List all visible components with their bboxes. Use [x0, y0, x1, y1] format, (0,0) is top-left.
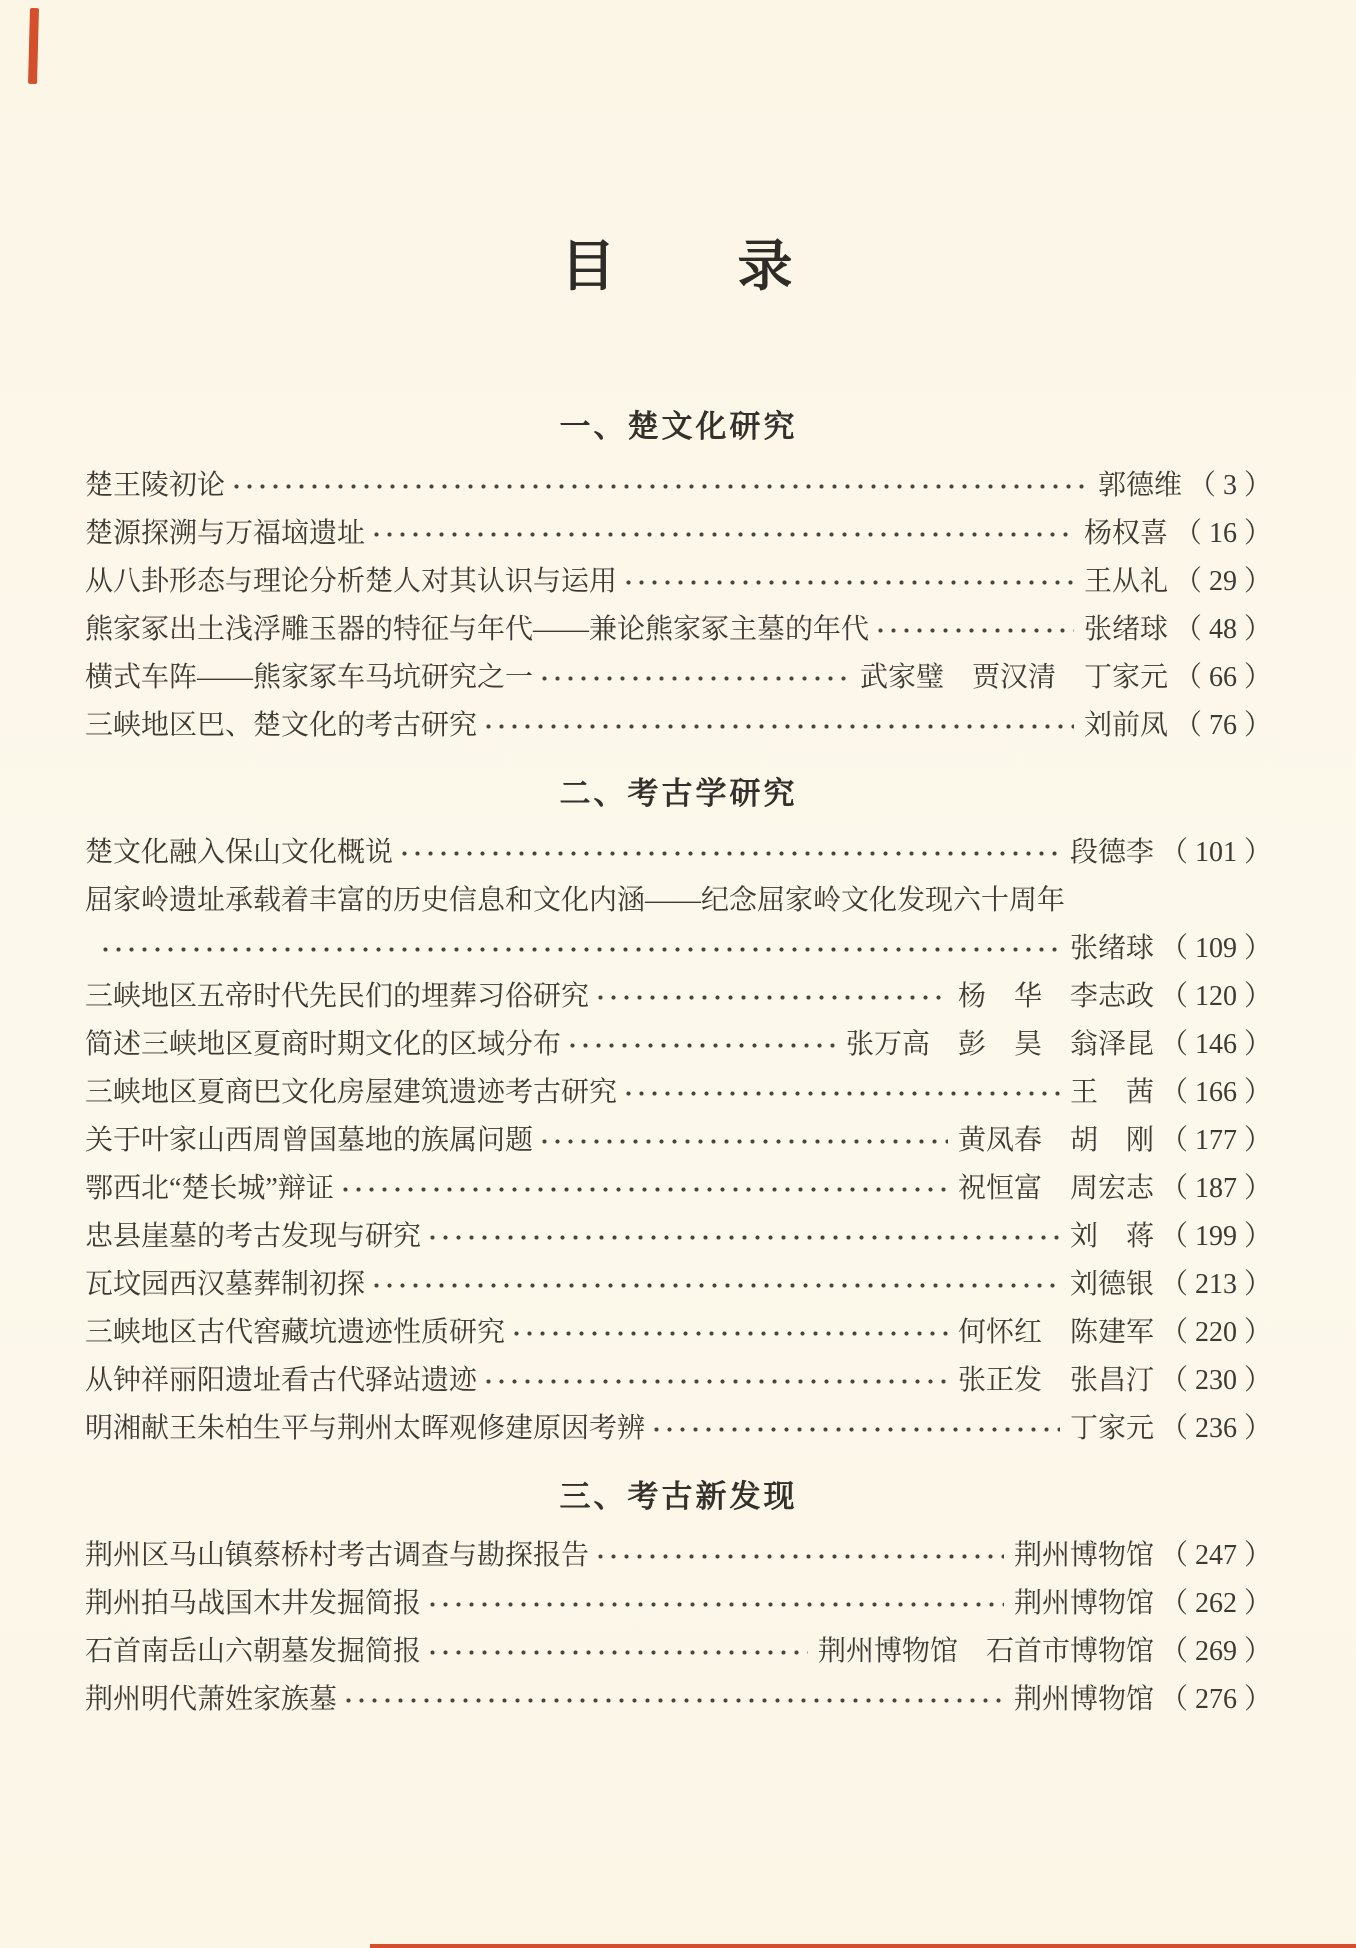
dot-leader — [874, 606, 1074, 654]
dot-leader — [482, 702, 1074, 750]
entry-authors: 杨 华 李志政 — [957, 981, 1154, 1012]
dot-leader — [370, 510, 1074, 558]
page-title: 目 录 — [560, 236, 797, 297]
entry-authors: 何怀红 陈建军 — [957, 1317, 1154, 1348]
entry-title: 荆州区马山镇蔡桥村考古调查与勘探报告 — [85, 1540, 590, 1571]
entry-authors: 王从礼 — [1083, 566, 1168, 597]
entry-title: 从八卦形态与理论分析楚人对其认识与运用 — [85, 566, 618, 597]
toc-entry — [85, 1580, 1272, 1628]
entry-page-number: （ 29 ） — [1173, 566, 1272, 597]
dot-leader — [538, 654, 850, 702]
dot-leader — [622, 1069, 1060, 1117]
entry-authors: 荆州博物馆 — [1013, 1540, 1154, 1571]
entry-authors: 王 茜 — [1069, 1077, 1154, 1108]
entry-authors: 荆州博物馆 — [1013, 1588, 1154, 1619]
dot-leader — [230, 462, 1088, 510]
toc-entry — [85, 1309, 1272, 1357]
entry-page-number: （ 146 ） — [1159, 1029, 1272, 1060]
entry-title: 简述三峡地区夏商时期文化的区域分布 — [85, 1029, 562, 1060]
toc-entry — [85, 1165, 1272, 1213]
toc-entry-title-line — [85, 877, 1272, 925]
dot-leader — [482, 1357, 948, 1405]
entry-authors: 祝恒富 周宏志 — [957, 1173, 1154, 1204]
entry-page-number: （ 101 ） — [1159, 837, 1272, 868]
toc-entry — [85, 1676, 1272, 1724]
entry-page-number: （ 247 ） — [1159, 1540, 1272, 1571]
entry-page-number: （ 109 ） — [1159, 933, 1272, 964]
entry-title: 明湘献王朱柏生平与荆州太晖观修建原因考辨 — [85, 1413, 646, 1444]
entry-page-number: （ 120 ） — [1159, 981, 1272, 1012]
entry-page-number: （ 262 ） — [1159, 1588, 1272, 1619]
entry-title: 从钟祥丽阳遗址看古代驿站遗迹 — [85, 1365, 478, 1396]
entry-title: 三峡地区夏商巴文化房屋建筑遗迹考古研究 — [85, 1077, 618, 1108]
entry-authors: 刘德银 — [1069, 1269, 1154, 1300]
entry-title: 屈家岭遗址承载着丰富的历史信息和文化内涵——纪念屈家岭文化发现六十周年 — [85, 885, 1066, 916]
entry-page-number: （ 177 ） — [1159, 1125, 1272, 1156]
dot-leader — [510, 1309, 948, 1357]
entry-authors: 刘 蒋 — [1069, 1221, 1154, 1252]
entry-authors: 郭德维 — [1097, 470, 1182, 501]
entry-title: 楚源探溯与万福垴遗址 — [85, 518, 366, 549]
entry-title: 鄂西北“楚长城”辩证 — [85, 1173, 334, 1204]
dot-leader — [566, 1021, 836, 1069]
toc-entry — [85, 1261, 1272, 1309]
entry-authors: 刘前凤 — [1083, 710, 1168, 741]
toc-entry — [85, 654, 1272, 702]
entry-authors: 丁家元 — [1069, 1413, 1154, 1444]
entry-page-number: （ 76 ） — [1173, 710, 1272, 741]
entry-title: 荆州拍马战国木井发掘简报 — [85, 1588, 422, 1619]
toc-entry — [85, 829, 1272, 877]
entry-authors: 黄凤春 胡 刚 — [957, 1125, 1154, 1156]
entry-page-number: （ 166 ） — [1159, 1077, 1272, 1108]
dot-leader — [426, 1628, 808, 1676]
entry-title: 忠县崖墓的考古发现与研究 — [85, 1221, 422, 1252]
entry-page-number: （ 48 ） — [1173, 614, 1272, 645]
section-heading-1: 一、楚文化研究 — [559, 409, 798, 444]
entry-title: 横式车阵——熊家冢车马坑研究之一 — [85, 662, 534, 693]
entry-page-number: （ 66 ） — [1173, 662, 1272, 693]
entry-page-number: （ 220 ） — [1159, 1317, 1272, 1348]
entry-authors: 张绪球 — [1069, 933, 1154, 964]
entry-authors: 武家璧 贾汉清 丁家元 — [859, 662, 1168, 693]
entry-title: 三峡地区巴、楚文化的考古研究 — [85, 710, 478, 741]
book-cover-edge-mark-topleft — [28, 8, 39, 84]
toc-entry — [85, 1021, 1272, 1069]
entry-title: 楚王陵初论 — [85, 470, 226, 501]
toc-entry — [85, 1405, 1272, 1453]
entry-title: 三峡地区古代窖藏坑遗迹性质研究 — [85, 1317, 506, 1348]
section-3-entries — [85, 1532, 1272, 1724]
dot-leader — [370, 1261, 1060, 1309]
dot-leader — [339, 1165, 948, 1213]
entry-page-number: （ 230 ） — [1159, 1365, 1272, 1396]
toc-entry — [85, 462, 1272, 510]
dot-leader — [99, 925, 1060, 973]
entry-page-number: （ 16 ） — [1173, 518, 1272, 549]
entry-authors: 张正发 张昌汀 — [957, 1365, 1154, 1396]
toc-entry — [85, 1357, 1272, 1405]
entry-authors: 段德李 — [1069, 837, 1154, 868]
entry-page-number: （ 187 ） — [1159, 1173, 1272, 1204]
entry-authors: 荆州博物馆 — [1013, 1684, 1154, 1715]
entry-page-number: （ 269 ） — [1159, 1636, 1272, 1667]
dot-leader — [426, 1213, 1060, 1261]
entry-authors: 荆州博物馆 石首市博物馆 — [817, 1636, 1154, 1667]
dot-leader — [342, 1676, 1004, 1724]
toc-entry — [85, 1117, 1272, 1165]
entry-title: 石首南岳山六朝墓发掘简报 — [85, 1636, 422, 1667]
entry-title: 三峡地区五帝时代先民们的埋葬习俗研究 — [85, 981, 590, 1012]
toc-content — [85, 0, 1272, 1724]
toc-entry — [85, 1069, 1272, 1117]
section-2-entries — [85, 829, 1272, 1453]
entry-title: 熊家冢出土浅浮雕玉器的特征与年代——兼论熊家冢主墓的年代 — [85, 614, 870, 645]
toc-entry — [85, 558, 1272, 606]
entry-authors: 张万高 彭 昊 翁泽昆 — [845, 1029, 1154, 1060]
entry-title: 荆州明代萧姓家族墓 — [85, 1684, 338, 1715]
entry-page-number: （ 213 ） — [1159, 1269, 1272, 1300]
entry-authors: 杨权喜 — [1083, 518, 1168, 549]
toc-entry — [85, 1213, 1272, 1261]
dot-leader — [622, 558, 1074, 606]
dot-leader — [594, 1532, 1004, 1580]
entry-page-number: （ 236 ） — [1159, 1413, 1272, 1444]
dot-leader — [594, 973, 948, 1021]
toc-entry — [85, 606, 1272, 654]
section-heading-2: 二、考古学研究 — [559, 776, 798, 811]
entry-title: 楚文化融入保山文化概说 — [85, 837, 394, 868]
section-heading-3: 三、考古新发现 — [559, 1479, 798, 1514]
dot-leader — [426, 1580, 1004, 1628]
toc-entry — [85, 1532, 1272, 1580]
toc-entry — [85, 1628, 1272, 1676]
entry-title: 瓦坟园西汉墓葬制初探 — [85, 1269, 366, 1300]
dot-leader — [538, 1117, 948, 1165]
book-cover-edge-mark-bottom — [370, 1944, 1356, 1948]
entry-page-number: （ 276 ） — [1159, 1684, 1272, 1715]
entry-page-number: （ 199 ） — [1159, 1221, 1272, 1252]
toc-entry — [85, 973, 1272, 1021]
entry-page-number: （ 3 ） — [1187, 470, 1272, 501]
toc-entry — [85, 510, 1272, 558]
section-1-entries — [85, 462, 1272, 750]
dot-leader — [650, 1405, 1060, 1453]
toc-entry — [85, 702, 1272, 750]
entry-authors: 张绪球 — [1083, 614, 1168, 645]
dot-leader — [398, 829, 1060, 877]
toc-entry-continuation-line — [85, 925, 1272, 973]
entry-title: 关于叶家山西周曾国墓地的族属问题 — [85, 1125, 534, 1156]
